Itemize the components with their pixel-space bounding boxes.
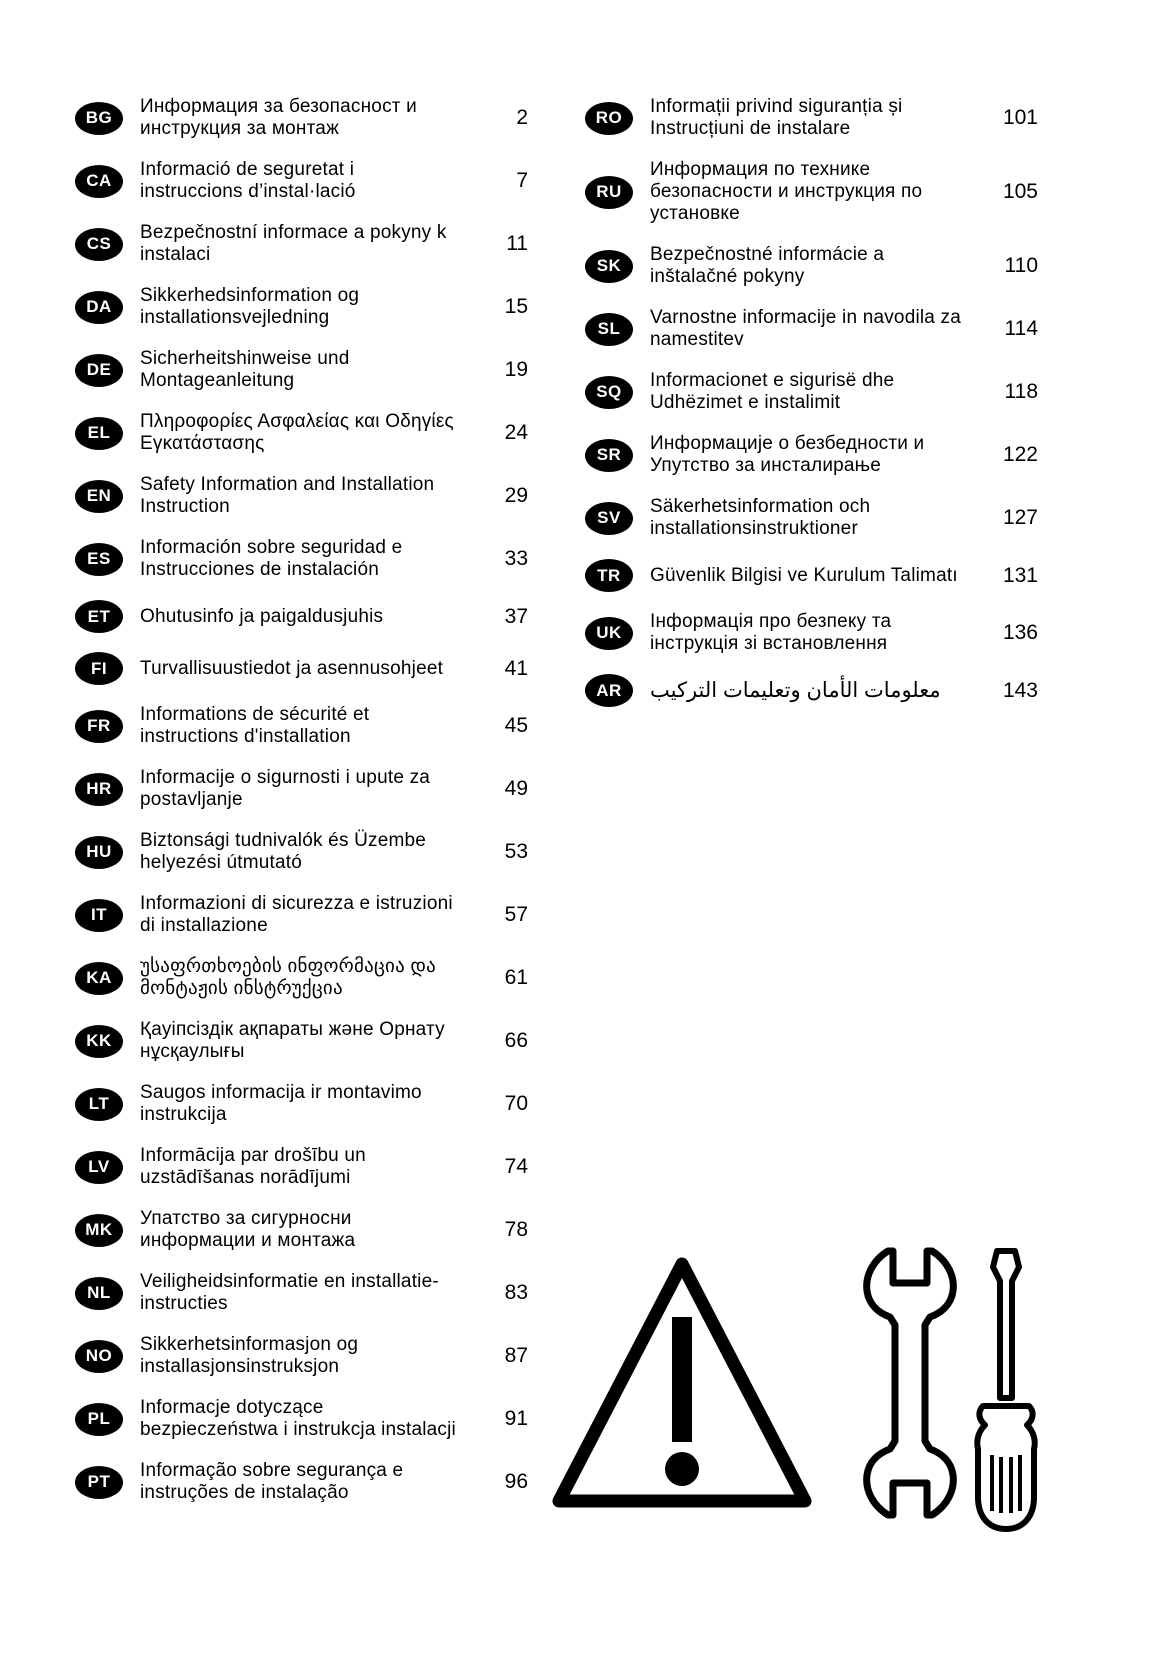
- entry-title: Säkerhetsinformation och installationsinstruktioner: [650, 496, 871, 539]
- toc-entry-sk: [585, 244, 1040, 288]
- entry-page-number: 37: [504, 604, 528, 628]
- entry-page-number: 24: [504, 421, 528, 444]
- toc-entry-mk: [75, 1208, 530, 1252]
- language-badge-hu: HU: [75, 836, 123, 869]
- entry-page-number: 127: [1002, 506, 1038, 529]
- entry-page-number: 49: [504, 777, 528, 800]
- toc-entry-pl: [75, 1397, 530, 1441]
- toc-entry-el: [75, 411, 530, 455]
- language-badge-da: DA: [75, 291, 123, 324]
- entry-title: Informacije o sigurnosti i upute za postavljanje: [140, 767, 431, 810]
- language-badge-bg: BG: [75, 102, 123, 135]
- entry-title: Bezpečnostné informácie a inštalačné pokyny: [650, 244, 885, 287]
- entry-title: Sikkerhetsinformasjon og installasjonsinstruksjon: [140, 1334, 359, 1377]
- entry-page-number: 101: [1002, 106, 1038, 129]
- language-badge-kk: KK: [75, 1025, 123, 1058]
- screwdriver-icon: [972, 1245, 1040, 1535]
- language-badge-de: DE: [75, 354, 123, 387]
- entry-page-number: 70: [504, 1092, 528, 1115]
- entry-title: Информация по технике безопасности и инструкция по установке: [650, 159, 923, 224]
- entry-title: Varnostne informacije in navodila za namestitev: [650, 307, 962, 350]
- language-badge-sv: SV: [585, 502, 633, 535]
- entry-title: Упатство за сигурносни информации и монтажа: [140, 1208, 356, 1251]
- entry-title: Sicherheitshinweise und Montageanleitung: [140, 348, 350, 391]
- toc-column-left: [75, 96, 530, 1523]
- toc-entry-kk: [75, 1019, 530, 1063]
- toc-entry-hr: [75, 767, 530, 811]
- entry-page-number: 66: [504, 1029, 528, 1052]
- entry-page-number: 15: [504, 295, 528, 318]
- toc-column-right: [585, 96, 1040, 726]
- entry-title: Ohutusinfo ja paigaldusjuhis: [140, 605, 384, 627]
- language-badge-ar: AR: [585, 674, 633, 707]
- entry-page-number: 136: [1002, 621, 1038, 644]
- entry-title: Қауіпсіздік ақпараты және Орнату нұсқаулығы: [140, 1019, 445, 1062]
- entry-title: Saugos informacija ir montavimo instrukcija: [140, 1082, 422, 1125]
- entry-title: Turvallisuustiedot ja asennusohjeet: [140, 657, 444, 679]
- language-badge-lt: LT: [75, 1088, 123, 1121]
- language-badge-uk: UK: [585, 617, 633, 650]
- language-badge-pl: PL: [75, 1403, 123, 1436]
- toc-entry-pt: [75, 1460, 530, 1504]
- language-badge-mk: MK: [75, 1214, 123, 1247]
- language-badge-it: IT: [75, 899, 123, 932]
- toc-entry-uk: [585, 611, 1040, 655]
- entry-page-number: 11: [506, 232, 528, 255]
- language-badge-cs: CS: [75, 228, 123, 261]
- toc-entry-sr: [585, 433, 1040, 477]
- entry-page-number: 7: [516, 169, 528, 192]
- toc-entry-bg: [75, 96, 530, 140]
- entry-title: Biztonsági tudnivalók és Üzembe helyezési útmutató: [140, 830, 427, 873]
- toc-entry-it: [75, 893, 530, 937]
- entry-page-number: 78: [504, 1218, 528, 1241]
- language-badge-es: ES: [75, 543, 123, 576]
- entry-page-number: 105: [1002, 180, 1038, 203]
- toc-entry-ru: [585, 159, 1040, 225]
- toc-entry-da: [75, 285, 530, 329]
- toc-entry-no: [75, 1334, 530, 1378]
- toc-entry-en: [75, 474, 530, 518]
- toc-entry-de: [75, 348, 530, 392]
- entry-title: Informação sobre segurança e instruções de instalação: [140, 1460, 404, 1503]
- entry-page-number: 83: [504, 1281, 528, 1304]
- entry-page-number: 41: [504, 656, 528, 680]
- entry-title: Informācija par drošību un uzstādīšanas norādījumi: [140, 1145, 366, 1188]
- toc-entry-et: [75, 600, 530, 633]
- entry-page-number: 91: [504, 1407, 528, 1430]
- language-badge-sq: SQ: [585, 376, 633, 409]
- entry-page-number: 57: [504, 903, 528, 926]
- toc-entry-ar: [585, 674, 1040, 707]
- language-badge-en: EN: [75, 480, 123, 513]
- entry-page-number: 33: [504, 547, 528, 570]
- toc-entry-sl: [585, 307, 1040, 351]
- entry-page-number: 122: [1002, 443, 1038, 466]
- toc-entry-es: [75, 537, 530, 581]
- language-badge-sl: SL: [585, 313, 633, 346]
- language-badge-ka: KA: [75, 962, 123, 995]
- entry-title: Πληροφορίες Ασφαλείας και Οδηγίες Εγκατάστασης: [140, 411, 454, 454]
- entry-page-number: 114: [1004, 317, 1038, 340]
- toc-entry-hu: [75, 830, 530, 874]
- entry-title: Информације о безбедности и Упутство за инсталирање: [650, 433, 925, 476]
- wrench-icon: [858, 1243, 962, 1523]
- toc-entry-fi: [75, 652, 530, 685]
- language-badge-et: ET: [75, 600, 123, 633]
- language-badge-sk: SK: [585, 250, 633, 283]
- language-badge-ru: RU: [585, 176, 633, 209]
- entry-page-number: 131: [1002, 563, 1038, 587]
- toc-entry-ca: [75, 159, 530, 203]
- language-badge-sr: SR: [585, 439, 633, 472]
- language-badge-ro: RO: [585, 102, 633, 135]
- entry-page-number: 87: [504, 1344, 528, 1367]
- language-badge-fr: FR: [75, 710, 123, 743]
- entry-title: Informations de sécurité et instructions d'installation: [140, 704, 370, 747]
- warning-triangle-icon: [551, 1251, 813, 1515]
- toc-entry-cs: [75, 222, 530, 266]
- toc-entry-lt: [75, 1082, 530, 1126]
- entry-page-number: 118: [1004, 380, 1038, 403]
- entry-title: Veiligheidsinformatie en installatie-instructies: [140, 1271, 439, 1314]
- entry-title: Informació de seguretat i instruccions d’instal·lació: [140, 159, 356, 202]
- toc-entry-lv: [75, 1145, 530, 1189]
- language-badge-lv: LV: [75, 1151, 123, 1184]
- toc-entry-nl: [75, 1271, 530, 1315]
- entry-title: Güvenlik Bilgisi ve Kurulum Talimatı: [650, 564, 958, 586]
- entry-title: Інформація про безпеку та інструкція зі встановлення: [650, 611, 892, 654]
- entry-page-number: 96: [504, 1470, 528, 1493]
- language-badge-pt: PT: [75, 1466, 123, 1499]
- entry-page-number: 29: [504, 484, 528, 507]
- entry-page-number: 143: [1002, 678, 1038, 702]
- language-badge-hr: HR: [75, 773, 123, 806]
- entry-title: Sikkerhedsinformation og installationsvejledning: [140, 285, 360, 328]
- entry-title: უსაფრთხოების ინფორმაცია და მონტაჟის ინსტრუქცია: [140, 956, 436, 999]
- entry-page-number: 61: [504, 966, 528, 989]
- language-badge-fi: FI: [75, 652, 123, 685]
- language-badge-el: EL: [75, 417, 123, 450]
- language-badge-nl: NL: [75, 1277, 123, 1310]
- entry-page-number: 74: [504, 1155, 528, 1178]
- language-badge-no: NO: [75, 1340, 123, 1373]
- language-badge-ca: CA: [75, 165, 123, 198]
- toc-entry-ro: [585, 96, 1040, 140]
- entry-page-number: 19: [504, 358, 528, 381]
- entry-title: Informații privind siguranția și Instrucțiuni de instalare: [650, 96, 903, 139]
- language-badge-tr: TR: [585, 559, 633, 592]
- toc-entry-sq: [585, 370, 1040, 414]
- entry-title: Информация за безопасност и инструкция за монтаж: [140, 96, 417, 139]
- toc-entry-tr: [585, 559, 1040, 592]
- entry-page-number: 45: [504, 714, 528, 737]
- entry-title: Informazioni di sicurezza e istruzioni di installazione: [140, 893, 453, 936]
- entry-page-number: 53: [504, 840, 528, 863]
- entry-title: معلومات الأمان وتعليمات التركيب: [650, 678, 941, 702]
- entry-title: Información sobre seguridad e Instrucciones de instalación: [140, 537, 403, 580]
- entry-page-number: 110: [1004, 254, 1038, 277]
- toc-entry-sv: [585, 496, 1040, 540]
- entry-title: Informacionet e sigurisë dhe Udhëzimet e instalimit: [650, 370, 895, 413]
- entry-title: Informacje dotyczące bezpieczeństwa i instrukcja instalacji: [140, 1397, 456, 1440]
- toc-entry-fr: [75, 704, 530, 748]
- entry-title: Safety Information and Installation Instruction: [140, 474, 435, 517]
- toc-entry-ka: [75, 956, 530, 1000]
- entry-page-number: 2: [516, 106, 528, 129]
- entry-title: Bezpečnostní informace a pokyny k instalaci: [140, 222, 447, 265]
